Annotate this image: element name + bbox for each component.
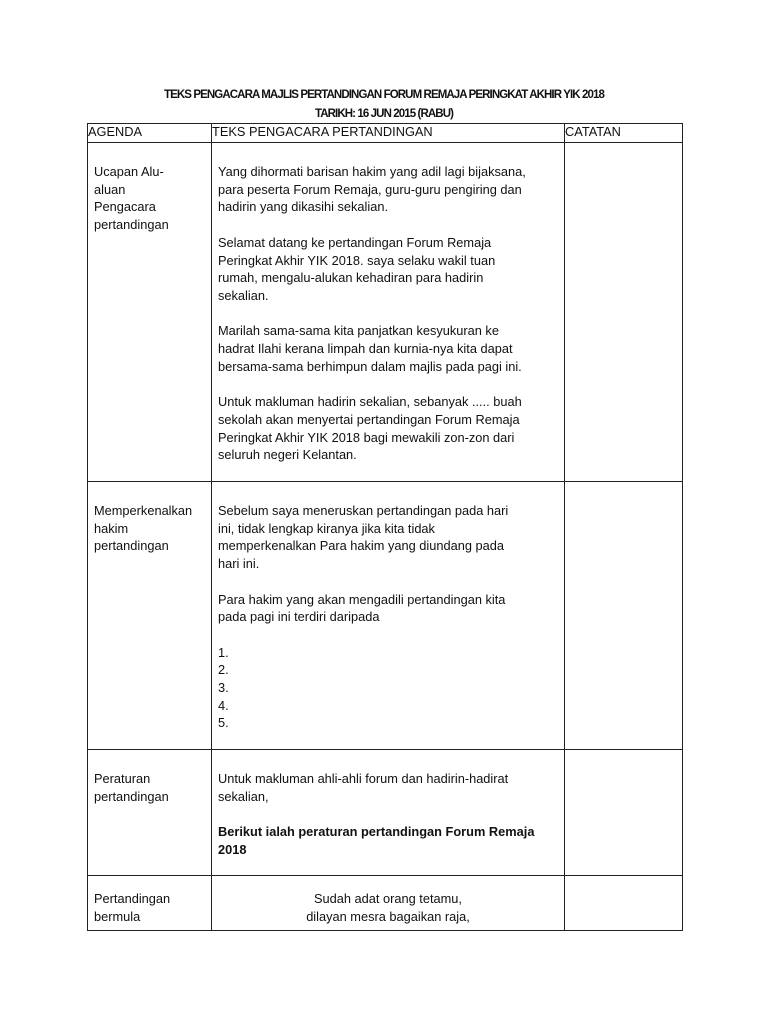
agenda-line: pertandingan bbox=[94, 538, 169, 554]
text-line: Marilah sama-sama kita panjatkan kesyukuran ke bbox=[218, 323, 499, 339]
judge-list-item: 4. bbox=[218, 697, 229, 713]
text-line: Yang dihormati barisan hakim yang adil lagi bijaksana, bbox=[218, 164, 526, 179]
document-date: TARIKH: 16 JUN 2015 (RABU) bbox=[314, 108, 454, 120]
pantun-line: Sudah adat orang tetamu, bbox=[314, 891, 462, 906]
text-line: Sebelum saya meneruskan pertandingan pada hari bbox=[218, 503, 509, 518]
text-line: seluruh negeri Kelantan. bbox=[218, 447, 357, 463]
agenda-line: Memperkenalkan bbox=[94, 503, 193, 518]
judge-list-item: 2. bbox=[218, 662, 229, 678]
text-line: sekalian, bbox=[218, 788, 269, 804]
text-line: Untuk makluman ahli-ahli forum dan hadirin-hadirat bbox=[218, 771, 509, 786]
teks-cell bbox=[212, 750, 565, 876]
agenda-line: pertandingan bbox=[94, 217, 169, 233]
text-line: hadrat Ilahi kerana limpah dan kurnia-nya kita dapat bbox=[218, 341, 513, 356]
agenda-line: Peraturan bbox=[94, 771, 151, 786]
table-row bbox=[88, 482, 683, 750]
paragraph-gap bbox=[218, 305, 558, 323]
catatan-cell bbox=[565, 750, 683, 876]
header-agenda: AGENDA bbox=[88, 124, 212, 143]
paragraph-gap bbox=[218, 216, 558, 234]
agenda-cell bbox=[88, 876, 212, 931]
text-line: sekolah akan menyertai pertandingan Forum Remaja bbox=[218, 411, 520, 427]
agenda-line: aluan bbox=[94, 181, 126, 197]
judge-list-item: 3. bbox=[218, 680, 229, 695]
text-line: hari ini. bbox=[218, 556, 260, 572]
agenda-line: Ucapan Alu- bbox=[94, 164, 164, 179]
catatan-cell bbox=[565, 482, 683, 750]
document-title: TEKS PENGACARA MAJLIS PERTANDINGAN FORUM REMAJA PERINGKAT AKHIR YIK 2018 bbox=[164, 89, 604, 101]
agenda-line: Pertandingan bbox=[94, 891, 171, 906]
teks-cell bbox=[212, 482, 565, 750]
pantun-line: dilayan mesra bagaikan raja, bbox=[306, 908, 470, 924]
table-header-row bbox=[88, 124, 683, 143]
text-line: Untuk makluman hadirin sekalian, sebanyak ..... buah bbox=[218, 394, 522, 410]
agenda-line: bermula bbox=[94, 908, 141, 924]
table-row bbox=[88, 876, 683, 931]
agenda-cell bbox=[88, 750, 212, 876]
table-row bbox=[88, 143, 683, 482]
agenda-line: Pengacara bbox=[94, 199, 156, 215]
judge-list-item: 1. bbox=[218, 644, 229, 660]
text-line: rumah, mengalu-alukan kehadiran para hadirin bbox=[218, 270, 484, 286]
program-table bbox=[87, 123, 683, 931]
text-line: hadirin yang dikasihi sekalian. bbox=[218, 199, 389, 215]
text-line-bold: 2018 bbox=[218, 841, 247, 857]
text-line: Para hakim yang akan mengadili pertandingan kita bbox=[218, 591, 506, 607]
text-line: sekalian. bbox=[218, 287, 269, 303]
teks-cell bbox=[212, 143, 565, 482]
text-line: pada pagi ini terdiri daripada bbox=[218, 609, 380, 625]
text-line: bersama-sama berhimpun dalam majlis pada pagi ini. bbox=[218, 358, 522, 374]
text-line: Selamat datang ke pertandingan Forum Remaja bbox=[218, 234, 492, 250]
agenda-line: pertandingan bbox=[94, 788, 169, 804]
catatan-cell bbox=[565, 143, 683, 482]
agenda-cell bbox=[88, 482, 212, 750]
text-line: memperkenalkan Para hakim yang diundang pada bbox=[218, 538, 504, 554]
text-line: Peringkat Akhir YIK 2018. saya selaku wakil tuan bbox=[218, 252, 496, 268]
catatan-cell bbox=[565, 876, 683, 931]
agenda-cell bbox=[88, 143, 212, 482]
header-catatan: CATATAN bbox=[565, 124, 683, 143]
text-line: ini, tidak lengkap kiranya jika kita tidak bbox=[218, 520, 435, 536]
paragraph-gap bbox=[218, 805, 558, 823]
text-line: para peserta Forum Remaja, guru-guru pengiring dan bbox=[218, 181, 522, 197]
text-line: Peringkat Akhir YIK 2018 bagi mewakili zon-zon dari bbox=[218, 429, 515, 445]
judge-list-item: 5. bbox=[218, 715, 229, 731]
paragraph-gap bbox=[218, 573, 558, 591]
paragraph-gap bbox=[218, 626, 558, 644]
agenda-line: hakim bbox=[94, 520, 129, 536]
table-row bbox=[88, 750, 683, 876]
header-teks: TEKS PENGACARA PERTANDINGAN bbox=[212, 124, 565, 143]
paragraph-gap bbox=[218, 375, 558, 393]
teks-cell bbox=[212, 876, 565, 931]
text-line-bold: Berikut ialah peraturan pertandingan Forum Remaja bbox=[218, 824, 535, 840]
